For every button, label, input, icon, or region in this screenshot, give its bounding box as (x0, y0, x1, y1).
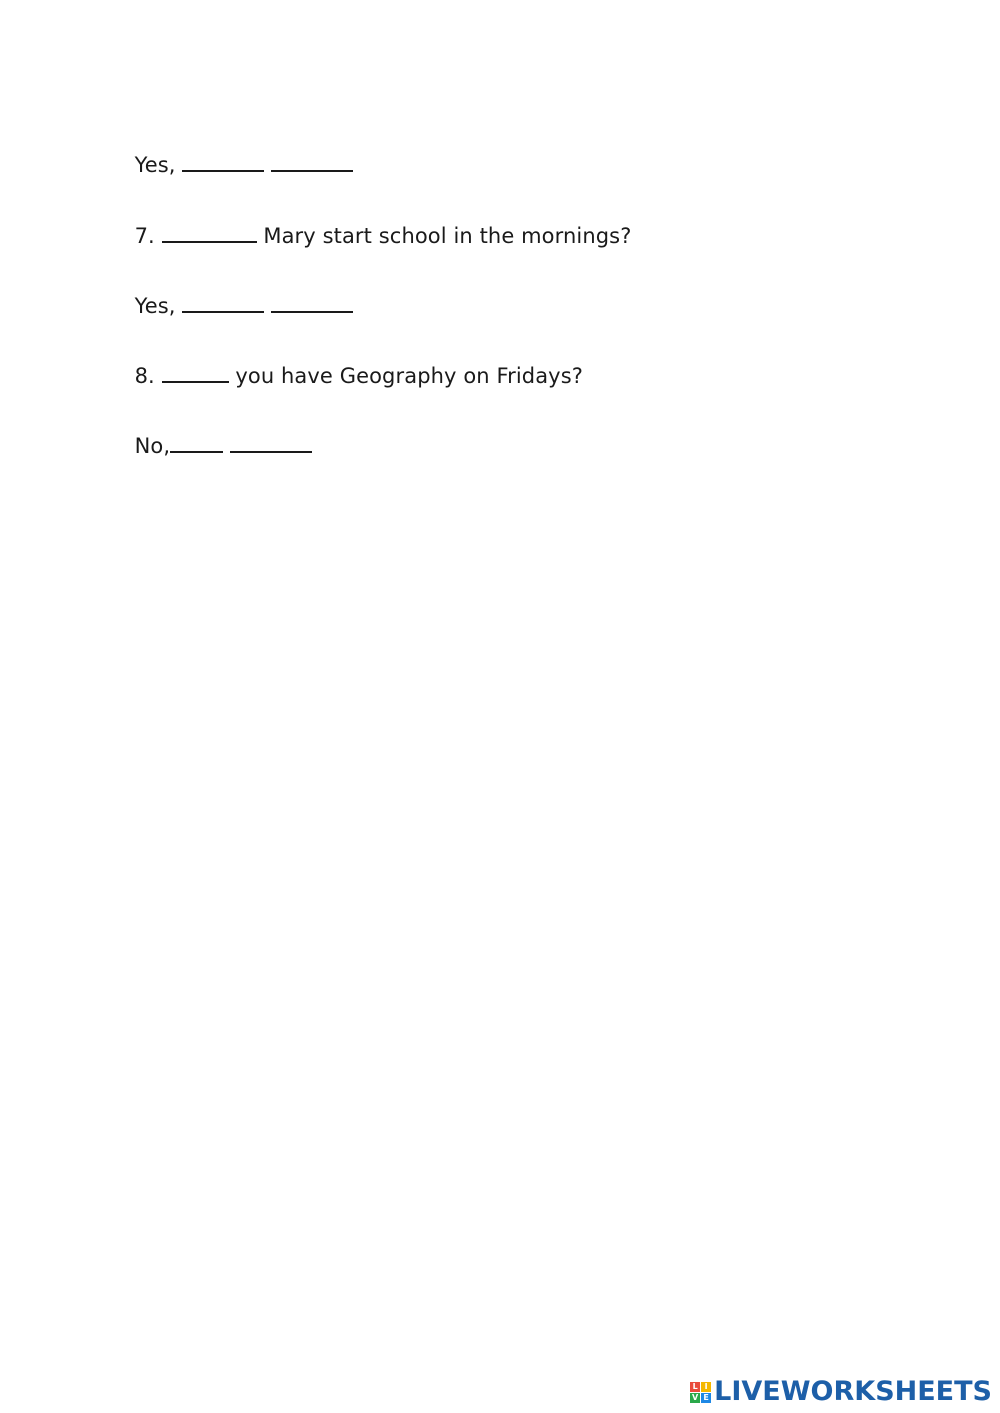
liveworksheets-logo (690, 1377, 992, 1407)
question-number: 8. (134, 364, 162, 388)
answer-prefix: Yes, (134, 294, 183, 318)
question-blank[interactable] (162, 361, 229, 383)
logo-mark-icon (690, 1382, 711, 1403)
question-text: you have Geography on Fridays? (228, 364, 583, 388)
blank-separator (223, 434, 230, 458)
question-7 (121, 193, 631, 250)
blank-separator (264, 294, 271, 318)
logo-square-i: I (701, 1382, 711, 1392)
answer-line-8 (121, 403, 312, 460)
answer-blank-1[interactable] (170, 431, 223, 453)
answer-blank-2[interactable] (230, 431, 312, 453)
logo-square-l: L (690, 1382, 700, 1392)
answer-blank-2[interactable] (271, 150, 353, 172)
logo-text: LIVEWORKSHEETS (714, 1376, 992, 1407)
question-number: 7. (134, 224, 162, 248)
question-text: Mary start school in the mornings? (256, 224, 632, 248)
answer-prefix: Yes, (134, 153, 183, 177)
answer-line-6 (121, 122, 353, 179)
answer-blank-1[interactable] (182, 291, 264, 313)
answer-prefix: No, (134, 434, 171, 458)
answer-line-7 (121, 263, 353, 320)
blank-separator (264, 153, 271, 177)
logo-square-e: E (701, 1393, 711, 1403)
question-blank[interactable] (162, 221, 257, 243)
answer-blank-2[interactable] (271, 291, 353, 313)
question-8 (121, 333, 583, 390)
logo-square-v: V (692, 1392, 699, 1402)
answer-blank-1[interactable] (182, 150, 264, 172)
